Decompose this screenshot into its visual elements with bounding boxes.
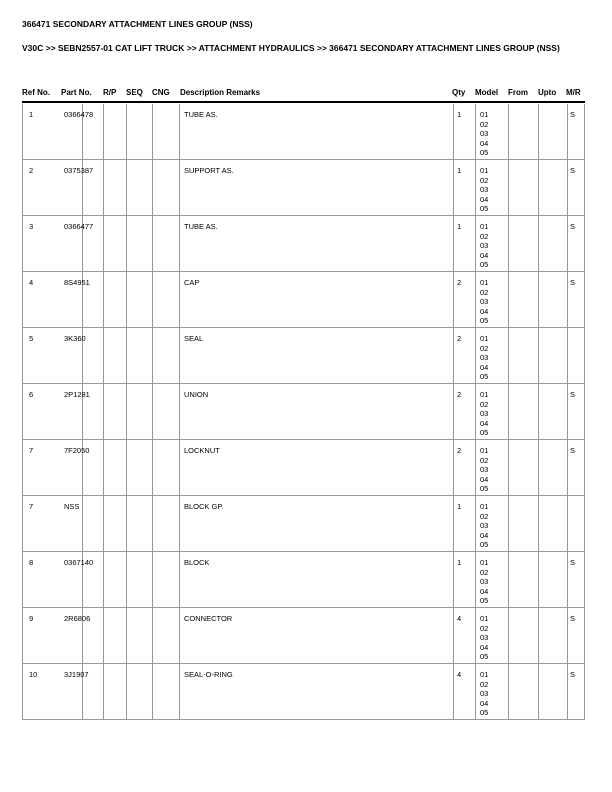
column-divider [126,440,127,495]
model-code: 01 [480,614,489,623]
column-divider [508,216,509,271]
model-code: 03 [480,129,489,138]
column-divider [508,552,509,607]
column-divider [103,552,104,607]
mr-cell: S [570,278,576,287]
breadcrumb: V30C >> SEBN2557-01 CAT LIFT TRUCK >> ATTACHMENT HYDRAULICS >> 366471 SECONDARY ATTACHMENT LINES GROUP (NSS) [22,43,560,53]
description-cell: TUBE AS. [184,222,218,231]
column-divider [179,664,180,719]
column-divider [508,328,509,383]
model-code: 01 [480,558,489,567]
model-code: 04 [480,530,489,540]
ref-no-cell: 4 [29,278,34,287]
part-no-cell: 3K360 [64,334,86,343]
column-divider [179,104,180,159]
column-divider [152,664,153,719]
col-cng-header: CNG [152,88,170,97]
column-divider [475,440,476,495]
part-no-cell: 3J1907 [64,670,89,679]
column-divider [567,496,568,551]
column-divider [179,552,180,607]
model-list [480,278,488,326]
model-code: 05 [480,372,489,381]
column-divider [475,496,476,551]
model-code: 01 [480,670,489,679]
qty-cell: 1 [457,222,462,231]
column-divider [179,272,180,327]
column-divider [475,272,476,327]
table-header [22,88,585,102]
mr-cell: S [570,446,576,455]
model-code: 01 [480,446,489,455]
model-code: 02 [480,623,489,633]
model-code: 04 [480,698,489,708]
part-no-cell: 7F2050 [64,446,90,455]
model-code: 05 [480,260,489,269]
model-code: 01 [480,390,489,399]
parts-table [22,104,585,720]
model-code: 04 [480,194,489,204]
ref-no-cell: 2 [29,166,34,175]
model-code: 05 [480,148,489,157]
description-cell: BLOCK [184,558,210,567]
model-code: 02 [480,399,489,409]
column-divider [126,328,127,383]
column-divider [126,104,127,159]
column-divider [508,160,509,215]
part-no-cell: 0375387 [64,166,94,175]
model-code: 03 [480,577,489,586]
model-code: 02 [480,455,489,465]
model-code: 05 [480,204,489,213]
model-list [480,558,488,606]
model-code: 05 [480,428,489,437]
column-divider [126,608,127,663]
column-divider [152,272,153,327]
column-divider [453,664,454,719]
table-row [23,272,584,328]
column-divider [103,272,104,327]
col-upto-header: Upto [538,88,557,97]
column-divider [453,272,454,327]
mr-cell: S [570,222,576,231]
column-divider [103,496,104,551]
description-cell: CONNECTOR [184,614,233,623]
part-no-cell: 2P1281 [64,390,90,399]
column-divider [475,160,476,215]
column-divider [152,384,153,439]
column-divider [538,440,539,495]
ref-no-cell: 1 [29,110,34,119]
column-divider [453,552,454,607]
ref-no-cell: 3 [29,222,34,231]
ref-no-cell: 7 [29,502,34,511]
ref-no-cell: 9 [29,614,34,623]
column-divider [453,496,454,551]
column-divider [103,328,104,383]
model-list [480,166,488,214]
col-part-header: Part No. [61,88,92,97]
column-divider [538,496,539,551]
qty-cell: 4 [457,614,462,623]
column-divider [475,216,476,271]
model-code: 05 [480,540,489,549]
ref-no-cell: 8 [29,558,34,567]
model-code: 02 [480,231,489,241]
qty-cell: 1 [457,166,462,175]
table-row [23,552,584,608]
mr-cell: S [570,390,576,399]
column-divider [179,440,180,495]
mr-cell: S [570,670,576,679]
column-divider [103,608,104,663]
ref-no-cell: 10 [29,670,38,679]
model-code: 01 [480,334,489,343]
column-divider [508,608,509,663]
model-list [480,110,488,158]
column-divider [126,160,127,215]
model-code: 05 [480,316,489,325]
column-divider [567,272,568,327]
column-divider [508,440,509,495]
description-cell: UNION [184,390,209,399]
col-rp-header: R/P [103,88,117,97]
column-divider [453,160,454,215]
column-divider [538,160,539,215]
model-code: 05 [480,708,489,717]
column-divider [152,104,153,159]
model-code: 02 [480,343,489,353]
model-code: 02 [480,567,489,577]
mr-cell: S [570,614,576,623]
column-divider [538,216,539,271]
column-divider [475,552,476,607]
model-code: 04 [480,138,489,148]
column-divider [103,384,104,439]
model-code: 04 [480,474,489,484]
column-divider [179,328,180,383]
column-divider [179,496,180,551]
part-no-cell: 0367140 [64,558,94,567]
ref-no-cell: 5 [29,334,34,343]
column-divider [538,104,539,159]
column-divider [103,440,104,495]
column-divider [475,608,476,663]
column-divider [475,384,476,439]
qty-cell: 2 [457,390,462,399]
column-divider [567,216,568,271]
model-list [480,446,488,494]
column-divider [453,104,454,159]
model-code: 03 [480,689,489,698]
model-list [480,334,488,382]
column-divider [126,664,127,719]
col-model-header: Model [475,88,499,97]
mr-cell: S [570,558,576,567]
column-divider [126,384,127,439]
col-mr-header: M/R [566,88,581,97]
model-code: 03 [480,353,489,362]
model-code: 02 [480,511,489,521]
mr-cell: S [570,166,576,175]
column-divider [179,608,180,663]
column-divider [475,328,476,383]
qty-cell: 2 [457,446,462,455]
column-divider [538,328,539,383]
description-cell: SEAL-O-RING [184,670,233,679]
column-divider [538,384,539,439]
model-code: 01 [480,222,489,231]
table-row [23,608,584,664]
column-divider [475,664,476,719]
table-row [23,384,584,440]
col-qty-header: Qty [452,88,466,97]
column-divider [453,384,454,439]
column-divider [453,216,454,271]
col-seq-header: SEQ [126,88,143,97]
model-list [480,614,488,662]
column-divider [103,216,104,271]
model-code: 01 [480,502,489,511]
column-divider [179,160,180,215]
column-divider [126,496,127,551]
column-divider [152,160,153,215]
qty-cell: 2 [457,334,462,343]
col-ref-header: Ref No. [22,88,50,97]
column-divider [508,384,509,439]
model-list [480,502,488,550]
model-code: 04 [480,586,489,596]
model-code: 03 [480,633,489,642]
part-no-cell: 2R6806 [64,614,91,623]
table-row [23,440,584,496]
part-no-cell: NSS [64,502,80,511]
column-divider [453,328,454,383]
description-cell: SEAL [184,334,204,343]
column-divider [126,272,127,327]
column-divider [179,216,180,271]
description-cell: SUPPORT AS. [184,166,234,175]
column-divider [567,664,568,719]
model-code: 03 [480,409,489,418]
column-divider [508,272,509,327]
column-divider [152,552,153,607]
column-divider [126,216,127,271]
model-code: 04 [480,642,489,652]
model-code: 05 [480,596,489,605]
table-row [23,496,584,552]
model-code: 02 [480,119,489,129]
model-code: 05 [480,652,489,661]
column-divider [567,328,568,383]
header-divider [22,101,585,103]
column-divider [538,608,539,663]
model-code: 01 [480,166,489,175]
ref-no-cell: 7 [29,446,34,455]
part-no-cell: 0366478 [64,110,94,119]
column-divider [152,328,153,383]
column-divider [567,608,568,663]
column-divider [538,664,539,719]
model-code: 05 [480,484,489,493]
col-desc-header: Description Remarks [180,88,261,97]
column-divider [567,384,568,439]
model-code: 03 [480,465,489,474]
column-divider [152,608,153,663]
column-divider [103,664,104,719]
column-divider [453,440,454,495]
table-row [23,216,584,272]
col-from-header: From [508,88,528,97]
qty-cell: 1 [457,502,462,511]
column-divider [82,496,83,551]
column-divider [567,552,568,607]
column-divider [152,496,153,551]
column-divider [152,216,153,271]
part-no-cell: 0366477 [64,222,94,231]
column-divider [567,440,568,495]
column-divider [508,664,509,719]
model-code: 03 [480,297,489,306]
model-code: 04 [480,418,489,428]
table-row [23,104,584,160]
qty-cell: 4 [457,670,462,679]
model-code: 03 [480,521,489,530]
column-divider [103,160,104,215]
mr-cell: S [570,110,576,119]
model-list [480,670,488,718]
table-row [23,160,584,216]
column-divider [538,552,539,607]
model-code: 04 [480,362,489,372]
model-code: 03 [480,241,489,250]
column-divider [152,440,153,495]
description-cell: LOCKNUT [184,446,220,455]
column-divider [508,104,509,159]
model-list [480,390,488,438]
page-title: 366471 SECONDARY ATTACHMENT LINES GROUP (NSS) [22,19,253,29]
model-code: 04 [480,250,489,260]
description-cell: BLOCK GP. [184,502,224,511]
model-code: 01 [480,278,489,287]
model-code: 01 [480,110,489,119]
column-divider [103,104,104,159]
column-divider [453,608,454,663]
column-divider [126,552,127,607]
ref-no-cell: 6 [29,390,34,399]
model-code: 02 [480,287,489,297]
part-no-cell: 8S4951 [64,278,90,287]
qty-cell: 1 [457,110,462,119]
table-row [23,328,584,384]
model-code: 02 [480,679,489,689]
column-divider [567,160,568,215]
qty-cell: 1 [457,558,462,567]
model-list [480,222,488,270]
column-divider [475,104,476,159]
column-divider [538,272,539,327]
column-divider [179,384,180,439]
model-code: 03 [480,185,489,194]
description-cell: TUBE AS. [184,110,218,119]
qty-cell: 2 [457,278,462,287]
model-code: 02 [480,175,489,185]
description-cell: CAP [184,278,200,287]
column-divider [508,496,509,551]
model-code: 04 [480,306,489,316]
column-divider [567,104,568,159]
table-row [23,664,584,720]
